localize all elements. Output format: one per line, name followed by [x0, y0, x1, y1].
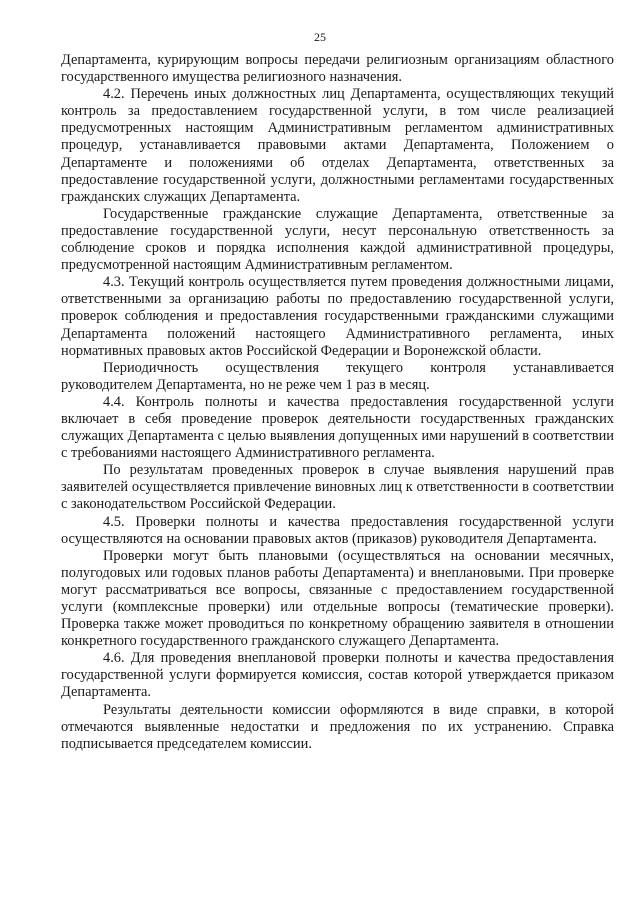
paragraph-4-3: 4.3. Текущий контроль осуществляется путем проведения должностными лицами, ответственными за организацию работы по предоставлению государственной услуги, проверок соблюдения и предоставления государственными гражданскими служащими Департамента положений настоящего Административного регламента, иных нормативных правовых актов Российской Федерации и Воронежской области. [61, 274, 614, 359]
paragraph-inspection-results: По результатам проведенных проверок в случае выявления нарушений прав заявителей осуществляется привлечение виновных лиц к ответственности в соответствии с законодательством Российской Федерации. [61, 462, 614, 513]
paragraph-periodicity: Периодичность осуществления текущего контроля устанавливается руководителем Департамента, но не реже чем 1 раз в месяц. [61, 359, 614, 393]
page-number: 25 [314, 30, 326, 44]
paragraph-4-2: 4.2. Перечень иных должностных лиц Департамента, осуществляющих текущий контроль за предоставлением государственной услуги, в том числе реализацией предусмотренных настоящим Административным регламентом административных процедур, устанавливается правовыми актами Департамента, Положением о Департаменте и положениями об отделах Департамента, ответственных за предоставление государственной услуги, должностными регламентами государственных гражданских служащих Департамента. [61, 86, 614, 205]
paragraph-commission-results: Результаты деятельности комиссии оформляются в виде справки, в которой отмечаются выявленные недостатки и предложения по их устранению. Справка подписывается председателем комиссии. [61, 701, 614, 752]
paragraph-4-4: 4.4. Контроль полноты и качества предоставления государственной услуги включает в себя проведение проверок деятельности государственных гражданских служащих Департамента с целью выявления допущенных ими нарушений в соответствии с требованиями настоящего Административного регламента. [61, 393, 614, 462]
document-body [61, 52, 614, 753]
paragraph-continuation: Департамента, курирующим вопросы передачи религиозным организациям областного государственного имущества религиозного назначения. [61, 52, 614, 86]
paragraph-4-6: 4.6. Для проведения внеплановой проверки полноты и качества предоставления государственной услуги формируется комиссия, состав которой утверждается приказом Департамента. [61, 650, 614, 701]
paragraph-inspection-types: Проверки могут быть плановыми (осуществляться на основании месячных, полугодовых или годовых планов работы Департамента) и внеплановыми. При проверке могут рассматриваться все вопросы, связанные с предоставлением государственной услуги (комплексные проверки) или отдельные вопросы (тематические проверки). Проверка также может проводиться по конкретному обращению заявителя в отношении конкретного государственного гражданского служащего Департамента. [61, 547, 614, 650]
paragraph-responsibility: Государственные гражданские служащие Департамента, ответственные за предоставление государственной услуги, несут персональную ответственность за соблюдение сроков и порядка исполнения каждой административной процедуры, предусмотренной настоящим Административным регламентом. [61, 205, 614, 274]
paragraph-4-5: 4.5. Проверки полноты и качества предоставления государственной услуги осуществляются на основании правовых актов (приказов) руководителя Департамента. [61, 513, 614, 547]
